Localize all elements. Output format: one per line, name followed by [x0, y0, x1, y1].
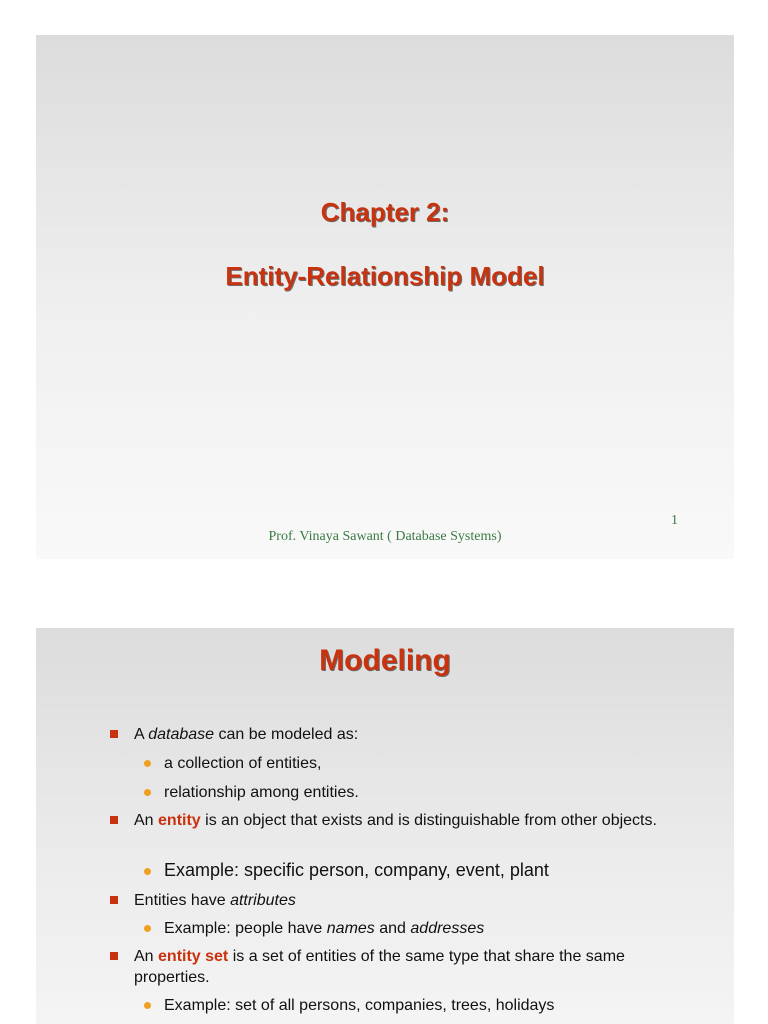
- sub-bullet-item: [164, 753, 684, 774]
- sub-bullet-emphasis: addresses: [410, 920, 485, 937]
- slide-2: [36, 628, 734, 1024]
- sub-bullet-text: Example: specific person, company, event, plant: [164, 860, 549, 880]
- bullet-text: Entities have: [134, 892, 231, 909]
- sub-bullet-emphasis: names: [326, 920, 375, 937]
- chapter-subtitle: Entity-Relationship Model: [225, 261, 545, 291]
- square-bullet-icon: [110, 730, 118, 738]
- bullet-emphasis: attributes: [230, 892, 296, 909]
- bullet-item: [134, 810, 679, 831]
- slide-1: [36, 35, 734, 559]
- sub-bullet-item: [164, 918, 684, 939]
- bullet-text: can be modeled as:: [214, 726, 359, 743]
- bullet-item: [134, 724, 679, 745]
- round-bullet-icon: [144, 868, 151, 875]
- sub-bullet-text: Example: people have: [164, 920, 327, 937]
- bullet-text: An: [134, 948, 159, 965]
- bullet-text: is an object that exists and is distinguishable from other objects.: [200, 812, 657, 829]
- bullet-emphasis: database: [148, 726, 215, 743]
- bullet-keyword: entity set: [158, 948, 229, 965]
- round-bullet-icon: [144, 789, 151, 796]
- sub-bullet-item: [164, 860, 684, 881]
- sub-bullet-text: and: [374, 920, 411, 937]
- sub-bullet-text: relationship among entities.: [164, 784, 359, 801]
- round-bullet-icon: [144, 1002, 151, 1009]
- bullet-keyword: entity: [158, 812, 201, 829]
- bullet-text: is a set of entities of the same type that share the same properties.: [134, 948, 625, 986]
- chapter-title: Chapter 2:: [320, 197, 450, 227]
- square-bullet-icon: [110, 952, 118, 960]
- sub-bullet-item: [164, 995, 684, 1016]
- slide-footer: Prof. Vinaya Sawant ( Database Systems): [268, 529, 502, 544]
- bullet-item: [134, 946, 679, 988]
- square-bullet-icon: [110, 896, 118, 904]
- round-bullet-icon: [144, 925, 151, 932]
- bullet-item: [134, 890, 679, 911]
- sub-bullet-text: Example: set of all persons, companies, trees, holidays: [164, 997, 555, 1014]
- page-number: 1: [671, 513, 678, 528]
- round-bullet-icon: [144, 760, 151, 767]
- sub-bullet-text: a collection of entities,: [164, 755, 322, 772]
- bullet-text: An: [134, 812, 159, 829]
- square-bullet-icon: [110, 816, 118, 824]
- bullet-text: A: [134, 726, 149, 743]
- sub-bullet-item: [164, 782, 684, 803]
- slide-title: Modeling: [319, 644, 451, 677]
